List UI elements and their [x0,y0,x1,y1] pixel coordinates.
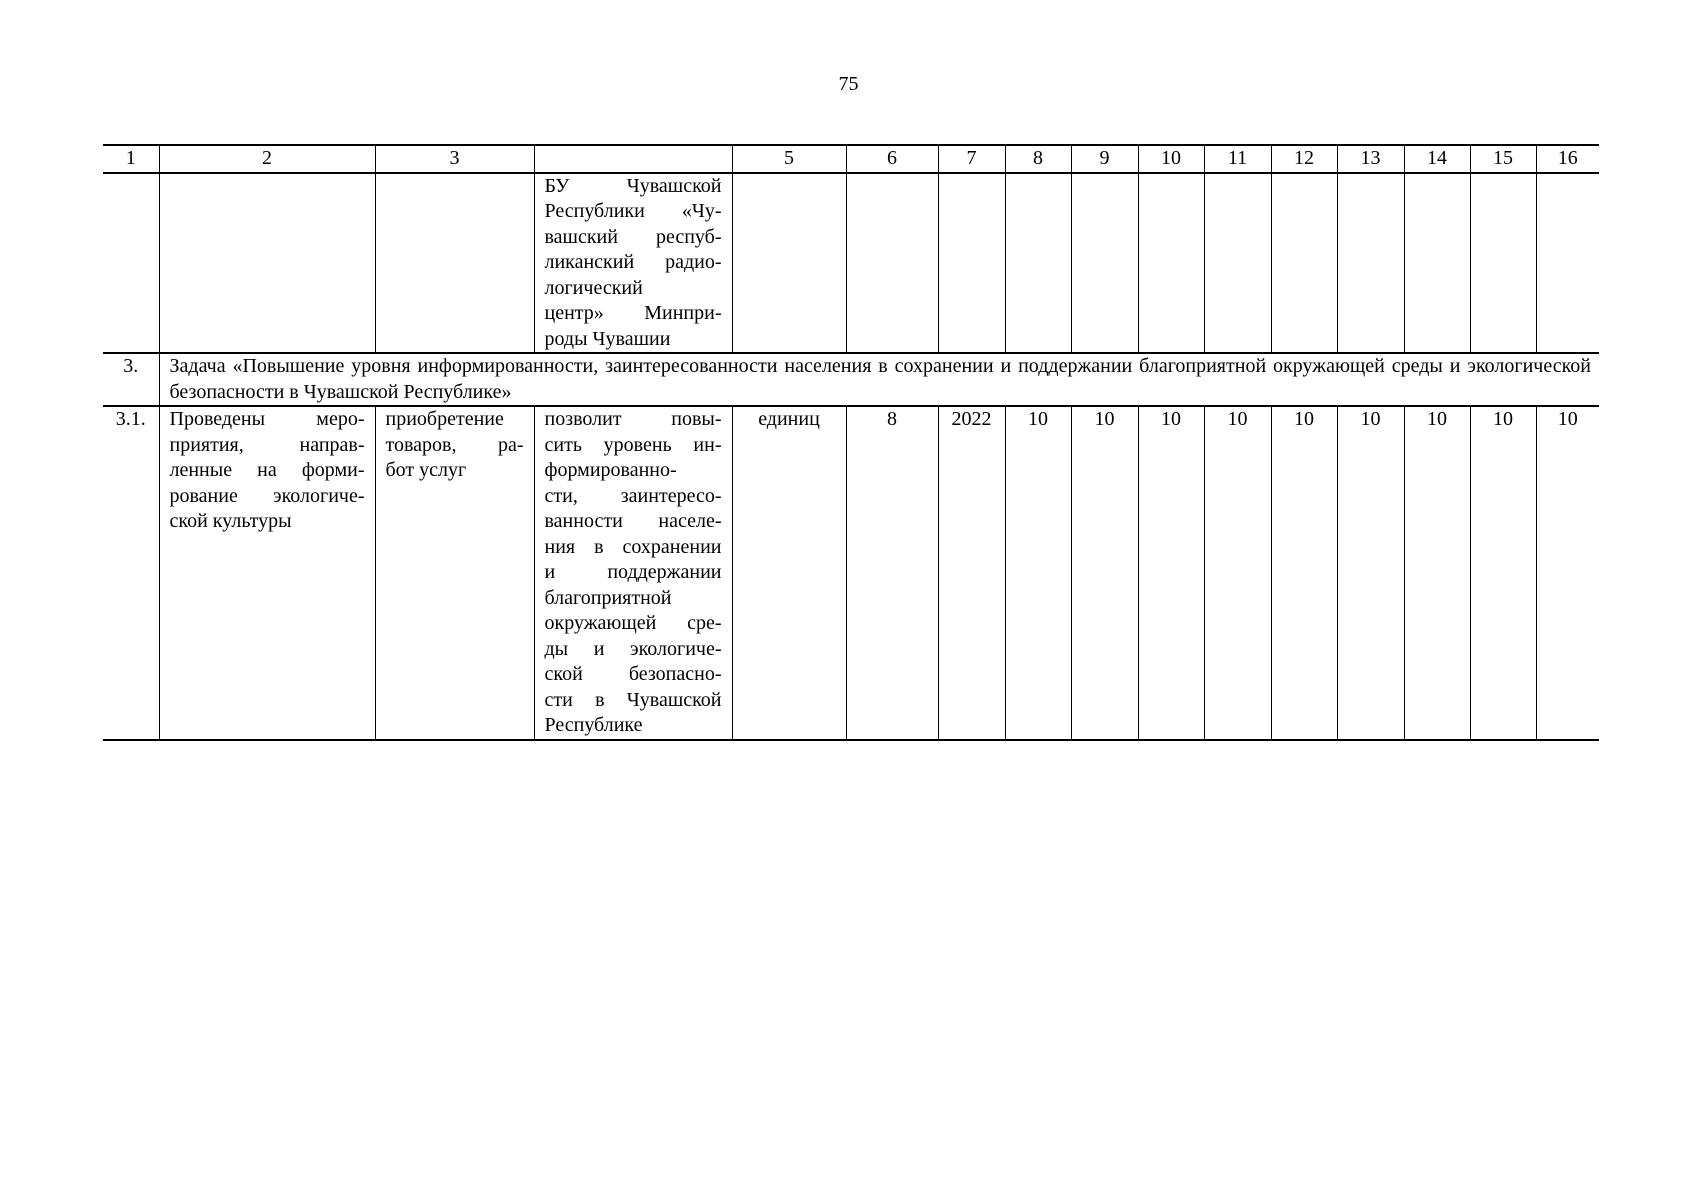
text-line: ской безопасно- [544,663,722,685]
text-line: позволит повы- [544,408,722,430]
continuation-executor-cell [534,173,732,354]
header-col-10: 10 [1138,145,1204,173]
header-col-6: 6 [846,145,938,173]
text-line: благоприятной [544,586,672,609]
continuation-row [103,173,1599,354]
task-row [103,353,1599,406]
item-value-col11: 10 [1204,406,1271,740]
header-col-11: 11 [1204,145,1271,173]
item-result-cell [534,406,732,740]
item-year: 2022 [938,406,1005,740]
header-col-15: 15 [1470,145,1536,173]
header-col-4 [534,145,732,173]
text-line: Проведены меро- [169,408,365,430]
text-line: сить уровень ин- [544,433,722,456]
text-line: ды и экологиче- [544,637,722,660]
text-line: товаров, ра- [385,433,524,456]
text-line: ликанский радио- [544,251,722,273]
header-col-9: 9 [1071,145,1138,173]
text-line: вашский респуб- [544,225,722,248]
page-number: 75 [838,73,859,95]
item-value-col9: 10 [1071,406,1138,740]
item-col6-value: 8 [846,406,938,740]
table-header-row [103,145,1599,173]
item-row [103,406,1599,740]
item-value-col8: 10 [1005,406,1071,740]
text-line: роды Чувашии [544,327,671,350]
task-number: 3. [103,353,159,406]
text-line: бот услуг [385,459,467,481]
text-line: приятия, направ- [169,433,365,456]
item-activity-cell [159,406,375,740]
header-col-7: 7 [938,145,1005,173]
text-line: ской культуры [169,510,292,532]
item-number: 3.1. [103,406,159,740]
header-col-14: 14 [1404,145,1470,173]
header-col-5: 5 [732,145,846,173]
text-line: сти в Чувашской [544,688,722,711]
header-col-16: 16 [1536,145,1599,173]
text-line: приобретение [385,408,504,430]
document-table [103,144,1599,741]
item-value-col14: 10 [1404,406,1470,740]
header-col-3: 3 [375,145,534,173]
item-purchase-cell [375,406,534,740]
item-unit: единиц [732,406,846,740]
text-line: окружающей сре- [544,612,722,634]
header-col-13: 13 [1337,145,1404,173]
text-line: ния в сохранении [544,535,722,558]
header-col-12: 12 [1271,145,1337,173]
item-value-col16: 10 [1536,406,1599,740]
item-value-col12: 10 [1271,406,1337,740]
text-line: Республике [544,714,643,736]
text-line: ленные на форми- [169,459,365,481]
item-value-col10: 10 [1138,406,1204,740]
text-line: рование экологиче- [169,484,365,507]
text-line: БУ Чувашской [544,174,722,197]
text-line: центр» Минпри- [544,302,722,324]
header-col-2: 2 [159,145,375,173]
text-line: формированно- [544,459,677,481]
header-col-8: 8 [1005,145,1071,173]
text-line: и поддержании [544,561,722,583]
text-line: логический [544,276,643,299]
text-line: Республики «Чу- [544,200,722,222]
text-line: сти, заинтересо- [544,484,722,507]
task-text: Задача «Повышение уровня информированности, заинтересованности населения в сохранении и поддержании благоприятной окружающей среды и экологической безопасности в Чувашской Республике» [159,353,1599,406]
item-value-col13: 10 [1337,406,1404,740]
header-col-1: 1 [103,145,159,173]
text-line: ванности населе- [544,510,722,532]
item-value-col15: 10 [1470,406,1536,740]
